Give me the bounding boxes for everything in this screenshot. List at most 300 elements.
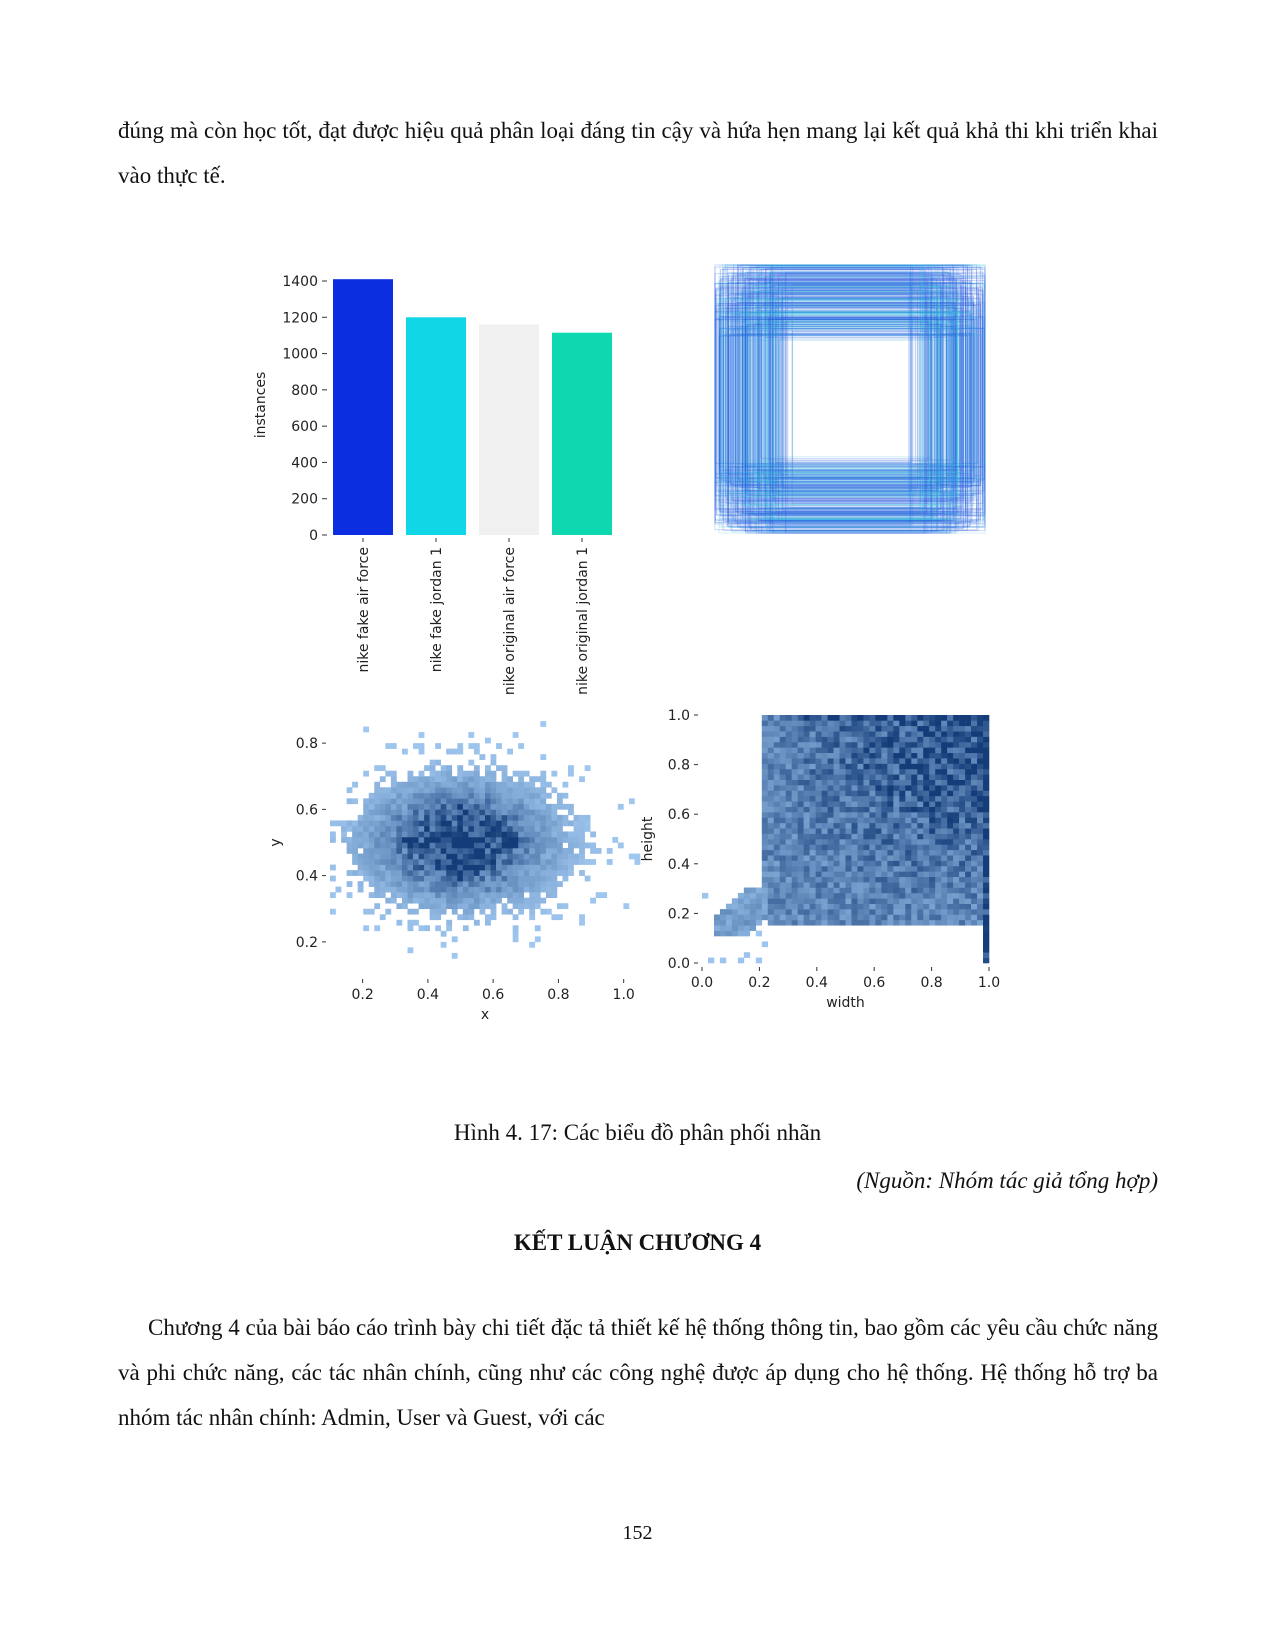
wh-cell xyxy=(851,877,857,883)
bar-ytick-label: 400 xyxy=(291,455,318,472)
xy-cell xyxy=(535,848,541,854)
wh-cell xyxy=(959,855,965,861)
xy-cell xyxy=(391,820,397,826)
xy-cell xyxy=(446,771,452,777)
wh-cell xyxy=(917,828,923,834)
wh-cell xyxy=(935,737,941,743)
xy-cell xyxy=(518,743,524,749)
xy-cell xyxy=(374,837,380,843)
xy-cell xyxy=(502,787,508,793)
wh-cell xyxy=(828,823,834,829)
xy-cell xyxy=(468,815,474,821)
wh-cell xyxy=(881,893,887,899)
xy-cell xyxy=(391,854,397,860)
wh-cell xyxy=(881,839,887,845)
xy-cell xyxy=(380,854,386,860)
wh-cell xyxy=(947,758,953,764)
xy-cell xyxy=(468,870,474,876)
wh-cell xyxy=(762,796,768,802)
xy-cell xyxy=(452,804,458,810)
wh-cell xyxy=(953,785,959,791)
wh-cell xyxy=(804,774,810,780)
xy-cell xyxy=(551,809,557,815)
wh-cell xyxy=(774,839,780,845)
xy-cell xyxy=(363,848,369,854)
xy-cell xyxy=(463,903,469,909)
wh-cell xyxy=(953,844,959,850)
xy-cell xyxy=(496,881,502,887)
wh-cell xyxy=(786,828,792,834)
bar xyxy=(552,333,612,535)
wh-cell xyxy=(768,720,774,726)
wh-cell xyxy=(905,844,911,850)
wh-cell xyxy=(953,888,959,894)
wh-cell xyxy=(816,834,822,840)
xy-cell xyxy=(518,848,524,854)
wh-cell xyxy=(756,920,762,926)
xy-cell xyxy=(479,826,485,832)
xy-cell xyxy=(457,787,463,793)
wh-cell xyxy=(941,839,947,845)
wh-cell xyxy=(929,720,935,726)
wh-cell xyxy=(965,882,971,888)
wh-cell xyxy=(899,801,905,807)
xy-cell xyxy=(585,859,591,865)
wh-cell xyxy=(828,834,834,840)
wh-cell xyxy=(935,920,941,926)
xy-cell xyxy=(485,876,491,882)
xy-cell xyxy=(529,865,535,871)
xy-cell xyxy=(479,870,485,876)
xy-cell xyxy=(529,903,535,909)
wh-cell xyxy=(810,796,816,802)
wh-cell xyxy=(905,855,911,861)
xy-cell xyxy=(341,826,347,832)
wh-cell xyxy=(977,898,983,904)
wh-cell xyxy=(851,834,857,840)
wh-cell xyxy=(869,785,875,791)
xy-cell xyxy=(430,804,436,810)
wh-cell xyxy=(840,747,846,753)
wh-cell xyxy=(869,855,875,861)
wh-cell xyxy=(875,807,881,813)
xy-cell xyxy=(513,876,519,882)
wh-cell xyxy=(947,720,953,726)
xy-cell xyxy=(408,793,414,799)
wh-cell xyxy=(750,888,756,894)
xy-cell xyxy=(468,743,474,749)
xy-cell xyxy=(396,920,402,926)
wh-cell xyxy=(756,931,762,937)
wh-cell xyxy=(899,920,905,926)
wh-cell xyxy=(959,812,965,818)
wh-cell xyxy=(840,898,846,904)
wh-ytick-label: 0.4 xyxy=(667,856,690,873)
xy-cell xyxy=(452,870,458,876)
xy-cell xyxy=(402,887,408,893)
xy-cell xyxy=(529,831,535,837)
xy-cell xyxy=(546,831,552,837)
xy-cell xyxy=(419,743,425,749)
xy-cell xyxy=(408,947,414,953)
xy-cell xyxy=(491,870,497,876)
xy-cell xyxy=(446,854,452,860)
wh-cell xyxy=(905,898,911,904)
wh-cell xyxy=(810,920,816,926)
wh-cell xyxy=(929,893,935,899)
wh-cell xyxy=(971,920,977,926)
xy-cell xyxy=(496,843,502,849)
xy-cell xyxy=(524,854,530,860)
xy-cell xyxy=(385,809,391,815)
wh-cell xyxy=(810,774,816,780)
xy-cell xyxy=(568,765,574,771)
xy-cell xyxy=(441,903,447,909)
xy-cell xyxy=(446,887,452,893)
wh-cell xyxy=(881,780,887,786)
wh-cell xyxy=(744,898,750,904)
wh-cell xyxy=(875,920,881,926)
wh-cell xyxy=(923,731,929,737)
wh-cell xyxy=(804,817,810,823)
xy-cell xyxy=(496,865,502,871)
wh-cell xyxy=(863,828,869,834)
wh-cell xyxy=(911,764,917,770)
wh-cell xyxy=(798,764,804,770)
xy-cell xyxy=(551,914,557,920)
wh-cell xyxy=(816,785,822,791)
xy-cell xyxy=(496,787,502,793)
xy-cell xyxy=(529,793,535,799)
xy-cell xyxy=(435,870,441,876)
wh-cell xyxy=(798,785,804,791)
wh-cell xyxy=(857,823,863,829)
wh-cell xyxy=(798,720,804,726)
wh-cell xyxy=(822,882,828,888)
xy-cell xyxy=(496,859,502,865)
wh-cell xyxy=(857,737,863,743)
xy-cell xyxy=(435,787,441,793)
wh-cell xyxy=(971,715,977,721)
wh-cell xyxy=(881,747,887,753)
wh-cell xyxy=(822,861,828,867)
xy-cell xyxy=(529,876,535,882)
xy-cell xyxy=(463,914,469,920)
wh-cell xyxy=(810,855,816,861)
xy-cell xyxy=(496,898,502,904)
wh-cell xyxy=(762,861,768,867)
wh-cell xyxy=(959,817,965,823)
wh-cell xyxy=(869,850,875,856)
wh-ytick-label: 0.2 xyxy=(667,906,690,923)
xy-cell xyxy=(336,820,342,826)
xy-cell xyxy=(430,854,436,860)
wh-cell xyxy=(834,877,840,883)
xy-cell xyxy=(513,815,519,821)
xy-cell xyxy=(374,870,380,876)
wh-cell xyxy=(983,774,989,780)
wh-cell xyxy=(804,758,810,764)
wh-cell xyxy=(846,888,852,894)
wh-cell xyxy=(792,774,798,780)
wh-cell xyxy=(857,807,863,813)
wh-cell xyxy=(977,796,983,802)
wh-cell xyxy=(959,747,965,753)
wh-cell xyxy=(881,834,887,840)
wh-cell xyxy=(959,871,965,877)
xy-cell xyxy=(363,820,369,826)
xy-cell xyxy=(457,848,463,854)
wh-cell xyxy=(780,850,786,856)
wh-cell xyxy=(917,817,923,823)
wh-cell xyxy=(798,823,804,829)
wh-cell xyxy=(911,790,917,796)
wh-cell xyxy=(786,764,792,770)
xy-cell xyxy=(468,887,474,893)
xy-cell xyxy=(551,887,557,893)
wh-cell xyxy=(983,941,989,947)
xy-cell xyxy=(424,793,430,799)
xy-cell xyxy=(535,809,541,815)
wh-cell xyxy=(804,834,810,840)
xy-cell xyxy=(479,848,485,854)
xy-cell xyxy=(457,914,463,920)
wh-cell xyxy=(792,769,798,775)
xy-cell xyxy=(507,831,513,837)
xy-cell xyxy=(535,854,541,860)
xy-cell xyxy=(402,826,408,832)
xy-cell xyxy=(435,876,441,882)
wh-cell xyxy=(798,747,804,753)
xy-cell xyxy=(435,776,441,782)
xy-cell xyxy=(607,859,613,865)
wh-cell xyxy=(828,774,834,780)
wh-cell xyxy=(816,877,822,883)
wh-cell xyxy=(851,753,857,759)
wh-cell xyxy=(887,817,893,823)
wh-cell xyxy=(768,877,774,883)
wh-cell xyxy=(893,914,899,920)
xy-cell xyxy=(529,881,535,887)
xy-ytick-label: 0.6 xyxy=(295,802,318,819)
wh-cell xyxy=(834,871,840,877)
wh-cell xyxy=(887,812,893,818)
wh-cell xyxy=(792,877,798,883)
wh-cell xyxy=(840,920,846,926)
xy-cell xyxy=(452,936,458,942)
wh-cell xyxy=(774,774,780,780)
wh-cell xyxy=(780,796,786,802)
wh-cell xyxy=(977,914,983,920)
xy-cell xyxy=(507,793,513,799)
wh-cell xyxy=(941,720,947,726)
wh-cell xyxy=(923,785,929,791)
wh-cell xyxy=(851,764,857,770)
xy-cell xyxy=(408,776,414,782)
xy-cell xyxy=(336,887,342,893)
wh-cell xyxy=(947,844,953,850)
wh-cell xyxy=(965,731,971,737)
xy-cell xyxy=(457,859,463,865)
wh-cell xyxy=(941,758,947,764)
xy-cell xyxy=(502,848,508,854)
xy-cell xyxy=(391,782,397,788)
wh-cell xyxy=(965,877,971,883)
xy-cell xyxy=(413,881,419,887)
wh-cell xyxy=(923,920,929,926)
xy-cell xyxy=(435,925,441,931)
wh-cell xyxy=(923,909,929,915)
wh-cell xyxy=(828,737,834,743)
wh-cell xyxy=(834,780,840,786)
xy-cell xyxy=(435,820,441,826)
xy-cell xyxy=(452,782,458,788)
wh-cell xyxy=(762,909,768,915)
wh-cell xyxy=(756,893,762,899)
wh-cell xyxy=(965,920,971,926)
wh-cell xyxy=(911,823,917,829)
wh-cell xyxy=(983,731,989,737)
xy-cell xyxy=(579,920,585,926)
wh-cell xyxy=(983,947,989,953)
xy-cell xyxy=(496,798,502,804)
xy-cell xyxy=(413,854,419,860)
xy-cell xyxy=(579,820,585,826)
wh-cell xyxy=(893,715,899,721)
xy-cell xyxy=(391,776,397,782)
xy-cell xyxy=(435,898,441,904)
wh-cell xyxy=(720,925,726,931)
wh-cell xyxy=(857,839,863,845)
xy-cell xyxy=(502,826,508,832)
xy-cell xyxy=(468,798,474,804)
xy-cell xyxy=(568,809,574,815)
xy-cell xyxy=(546,870,552,876)
xy-cell xyxy=(424,876,430,882)
xy-cell xyxy=(463,892,469,898)
wh-cell xyxy=(804,737,810,743)
wh-cell xyxy=(971,731,977,737)
xy-cell xyxy=(463,771,469,777)
xy-cell xyxy=(502,776,508,782)
wh-cell xyxy=(917,823,923,829)
wh-cell xyxy=(774,720,780,726)
wh-cell xyxy=(887,861,893,867)
xy-cell xyxy=(452,881,458,887)
wh-cell xyxy=(750,925,756,931)
xy-cell xyxy=(551,837,557,843)
wh-cell xyxy=(899,893,905,899)
wh-cell xyxy=(947,785,953,791)
xy-cell xyxy=(535,804,541,810)
wh-cell xyxy=(869,812,875,818)
wh-ylabel: height xyxy=(640,816,656,862)
wh-cell xyxy=(947,737,953,743)
wh-cell xyxy=(804,823,810,829)
wh-cell xyxy=(732,898,738,904)
wh-cell xyxy=(810,790,816,796)
wh-cell xyxy=(762,812,768,818)
xy-cell xyxy=(374,859,380,865)
wh-cell xyxy=(899,731,905,737)
wh-cell xyxy=(804,747,810,753)
figure-source: (Nguồn: Nhóm tác giả tổng hợp) xyxy=(856,1168,1158,1193)
xy-cell xyxy=(563,804,569,810)
wh-cell xyxy=(840,882,846,888)
wh-cell xyxy=(863,888,869,894)
wh-cell xyxy=(959,909,965,915)
xy-cell xyxy=(452,859,458,865)
wh-cell xyxy=(965,914,971,920)
xy-cell xyxy=(535,837,541,843)
xy-cell xyxy=(563,831,569,837)
wh-cell xyxy=(899,844,905,850)
xy-cell xyxy=(419,809,425,815)
wh-cell xyxy=(846,866,852,872)
wh-cell xyxy=(774,850,780,856)
wh-cell xyxy=(887,909,893,915)
wh-cell xyxy=(857,914,863,920)
xy-cell xyxy=(590,831,596,837)
xy-cell xyxy=(430,798,436,804)
xy-cell xyxy=(374,925,380,931)
wh-cell xyxy=(774,904,780,910)
wh-cell xyxy=(887,855,893,861)
wh-cell xyxy=(804,753,810,759)
wh-cell xyxy=(810,839,816,845)
xy-cell xyxy=(507,898,513,904)
xy-cell xyxy=(374,831,380,837)
xy-cell xyxy=(574,820,580,826)
xy-cell xyxy=(502,909,508,915)
wh-cell xyxy=(834,764,840,770)
xy-cell xyxy=(579,854,585,860)
wh-cell xyxy=(929,780,935,786)
wh-cell xyxy=(905,828,911,834)
wh-cell xyxy=(863,720,869,726)
xy-cell xyxy=(574,843,580,849)
wh-cell xyxy=(762,780,768,786)
wh-cell xyxy=(768,866,774,872)
wh-cell xyxy=(959,774,965,780)
wh-cell xyxy=(959,790,965,796)
xy-cell xyxy=(463,820,469,826)
wh-cell xyxy=(762,839,768,845)
wh-cell xyxy=(971,855,977,861)
wh-cell xyxy=(935,866,941,872)
xy-cell xyxy=(585,826,591,832)
wh-cell xyxy=(792,720,798,726)
xy-cell xyxy=(380,870,386,876)
wh-cell xyxy=(774,785,780,791)
wh-cell xyxy=(720,931,726,937)
wh-cell xyxy=(971,844,977,850)
wh-cell xyxy=(810,866,816,872)
xy-cell xyxy=(485,826,491,832)
wh-cell xyxy=(851,920,857,926)
xy-cell xyxy=(419,804,425,810)
wh-cell xyxy=(875,850,881,856)
xy-cell xyxy=(463,798,469,804)
wh-cell xyxy=(822,855,828,861)
wh-cell xyxy=(971,801,977,807)
wh-cell xyxy=(863,823,869,829)
wh-cell xyxy=(941,893,947,899)
wh-cell xyxy=(798,715,804,721)
wh-cell xyxy=(780,828,786,834)
xy-cell xyxy=(408,854,414,860)
xy-cell xyxy=(513,787,519,793)
